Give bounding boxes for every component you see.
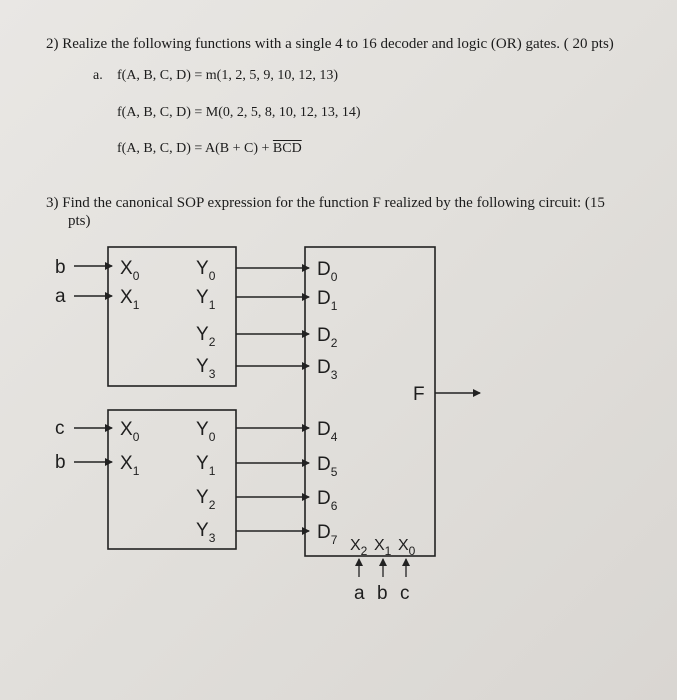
mux-d6-label: $D_6$ [317, 488, 338, 513]
function-2: f(A, B, C, D) = M(0, 2, 5, 8, 10, 12, 13, 14) [117, 105, 361, 120]
mux-d2-label: $D_2$ [317, 325, 338, 350]
function-3-complemented-term: $\overline{BCD}$ [272, 141, 302, 156]
dec2-input-signal-1: b [55, 452, 66, 473]
dec1-y3-label: $Y_3$ [196, 356, 216, 381]
dec2-x1-label: $X_1$ [120, 453, 140, 478]
dec2-y3-label: $Y_3$ [196, 520, 216, 545]
mux-d1-label: $D_1$ [317, 288, 338, 313]
mux-d3-label: $D_3$ [317, 357, 338, 382]
select-signal-b: b [377, 583, 388, 604]
mux-d4-label: $D_4$ [317, 419, 338, 444]
mux-d0-label: $D_0$ [317, 259, 338, 284]
dec2-x0-label: $X_0$ [120, 419, 140, 444]
mux-select-x1: $X_1$ [374, 537, 392, 558]
function-1: f(A, B, C, D) = m(1, 2, 5, 9, 10, 12, 13) [117, 68, 338, 83]
dec2-input-signal-0: c [55, 418, 65, 439]
dec2-y1-label: $Y_1$ [196, 453, 216, 478]
function-3-prefix: f(A, B, C, D) = A(B + C) + [117, 141, 273, 156]
dec1-input-signal-1: a [55, 286, 66, 307]
dec1-y2-label: $Y_2$ [196, 324, 216, 349]
dec1-input-signal-0: b [55, 257, 66, 278]
question-3-heading-cont: pts) [68, 213, 91, 229]
select-signal-a: a [354, 583, 365, 604]
dec1-y0-label: $Y_0$ [196, 258, 216, 283]
mux-d5-label: $D_5$ [317, 454, 338, 479]
select-signal-c: c [400, 583, 410, 604]
dec2-y0-label: $Y_0$ [196, 419, 216, 444]
dec1-x1-label: $X_1$ [120, 287, 140, 312]
dec1-x0-label: $X_0$ [120, 258, 140, 283]
mux-output-f-label: F [413, 384, 425, 405]
question-3-heading: 3) Find the canonical SOP expression for the function F realized by the following circuit: (15 [46, 195, 605, 211]
mux-d7-label: $D_7$ [317, 522, 338, 547]
mux-select-x2: $X_2$ [350, 537, 368, 558]
question-2-heading: 2) Realize the following functions with a single 4 to 16 decoder and logic (OR) gates. ( 20 pts) [46, 36, 614, 52]
dec1-y1-label: $Y_1$ [196, 287, 216, 312]
part-a-label: a. [93, 68, 103, 83]
mux-select-x0: $X_0$ [398, 537, 416, 558]
dec2-y2-label: $Y_2$ [196, 487, 216, 512]
